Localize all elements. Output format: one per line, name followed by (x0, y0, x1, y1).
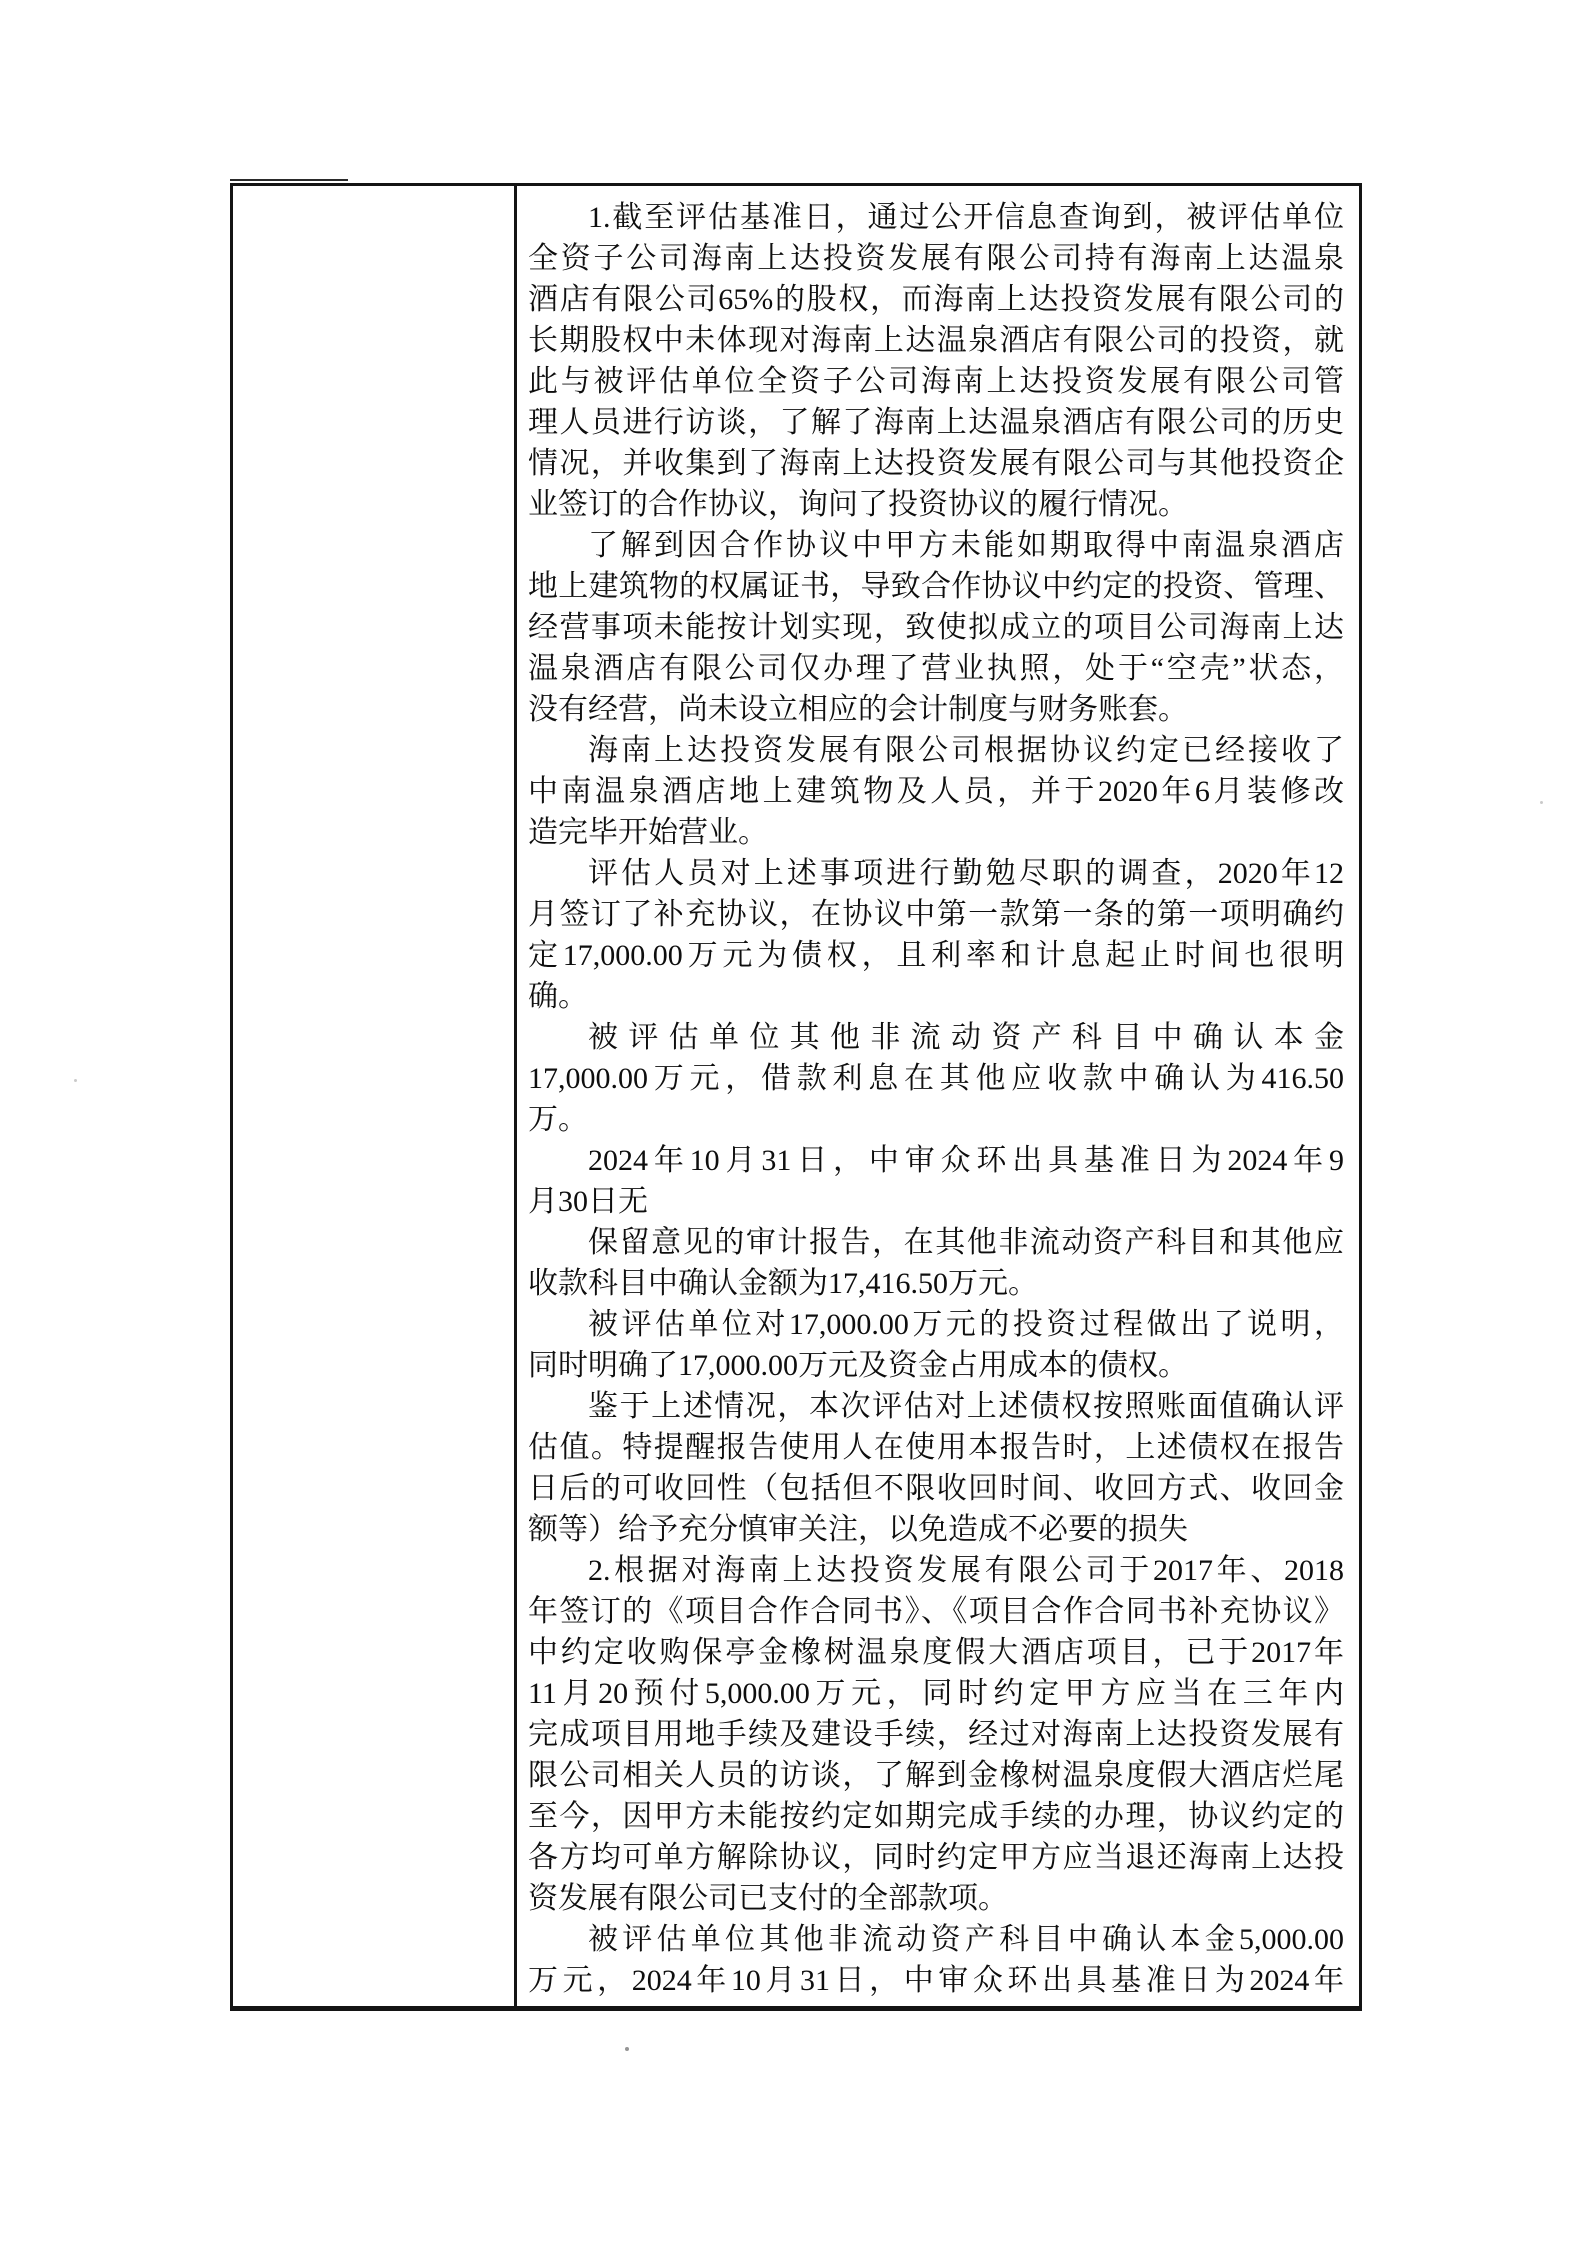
text-line: 业签订的合作协议，询问了投资协议的履行情况。 (528, 488, 1188, 521)
text-line: 估值。特提醒报告使用人在使用本报告时，上述债权在报告 (528, 1431, 1344, 1464)
text-line: 了解到因合作协议中甲方未能如期取得中南温泉酒店 (588, 529, 1344, 562)
text-line: 收款科目中确认金额为17,416.50万元。 (528, 1267, 1038, 1300)
text-line: 海南上达投资发展有限公司根据协议约定已经接收了 (588, 734, 1344, 767)
text-line: 确。 (528, 980, 588, 1013)
text-line: 资发展有限公司已支付的全部款项。 (528, 1882, 1008, 1915)
text-line: 17,000.00万元，借款利息在其他应收款中确认为416.50 (528, 1062, 1344, 1095)
table-label-cell (233, 186, 517, 2006)
text-line: 经营事项未能按计划实现，致使拟成立的项目公司海南上达 (528, 611, 1344, 644)
text-line: 11月20预付5,000.00万元，同时约定甲方应当在三年内 (528, 1677, 1344, 1710)
text-line: 此与被评估单位全资子公司海南上达投资发展有限公司管 (528, 365, 1344, 398)
text-line: 长期股权中未体现对海南上达温泉酒店有限公司的投资，就 (528, 324, 1344, 357)
text-line: 日后的可收回性（包括但不限收回时间、收回方式、收回金 (528, 1472, 1344, 1505)
text-line: 1.截至评估基准日，通过公开信息查询到，被评估单位 (588, 201, 1344, 234)
appraisal-table (230, 183, 1362, 2011)
text-line: 至今，因甲方未能按约定如期完成手续的办理，协议约定的 (528, 1800, 1344, 1833)
text-line: 温泉酒店有限公司仅办理了营业执照，处于“空壳”状态， (528, 652, 1344, 685)
text-line: 限公司相关人员的访谈，了解到金橡树温泉度假大酒店烂尾 (528, 1759, 1344, 1792)
text-line: 万元，2024年10月31日，中审众环出具基准日为2024年 (528, 1964, 1344, 1997)
text-line: 月30日无 (528, 1185, 648, 1218)
text-line: 2024年10月31日，中审众环出具基准日为2024年9 (588, 1144, 1344, 1177)
text-line: 没有经营，尚未设立相应的会计制度与财务账套。 (528, 693, 1188, 726)
text-line: 2.根据对海南上达投资发展有限公司于2017年、2018 (588, 1554, 1344, 1587)
text-line: 情况，并收集到了海南上达投资发展有限公司与其他投资企 (528, 447, 1344, 480)
text-line: 理人员进行访谈，了解了海南上达温泉酒店有限公司的历史 (528, 406, 1344, 439)
text-line: 额等）给予充分慎审关注，以免造成不必要的损失 (528, 1513, 1188, 1546)
text-line: 万。 (528, 1103, 588, 1136)
text-line: 鉴于上述情况，本次评估对上述债权按照账面值确认评 (588, 1390, 1344, 1423)
text-line: 各方均可单方解除协议，同时约定甲方应当退还海南上达投 (528, 1841, 1344, 1874)
text-line: 完成项目用地手续及建设手续，经过对海南上达投资发展有 (528, 1718, 1344, 1751)
text-line: 年签订的《项目合作合同书》、《项目合作合同书补充协议》 (528, 1595, 1344, 1628)
scan-artifact-line (230, 179, 348, 181)
text-line: 中南温泉酒店地上建筑物及人员，并于2020年6月装修改 (528, 775, 1344, 808)
text-line: 月签订了补充协议，在协议中第一款第一条的第一项明确约 (528, 898, 1344, 931)
scan-speck (74, 1079, 77, 1082)
text-line: 被评估单位其他非流动资产科目中确认本金5,000.00 (588, 1923, 1344, 1956)
scan-speck (1540, 801, 1543, 804)
text-line: 酒店有限公司65%的股权，而海南上达投资发展有限公司的 (528, 283, 1344, 316)
text-line: 全资子公司海南上达投资发展有限公司持有海南上达温泉 (528, 242, 1344, 275)
text-line: 地上建筑物的权属证书，导致合作协议中约定的投资、管理、 (528, 570, 1344, 603)
scan-speck (625, 2047, 629, 2051)
text-line: 造完毕开始营业。 (528, 816, 768, 849)
text-line: 同时明确了17,000.00万元及资金占用成本的债权。 (528, 1349, 1188, 1382)
text-line: 定17,000.00万元为债权，且利率和计息起止时间也很明 (528, 939, 1344, 972)
text-line: 中约定收购保亭金橡树温泉度假大酒店项目，已于2017年 (528, 1636, 1344, 1669)
text-line: 保留意见的审计报告，在其他非流动资产科目和其他应 (588, 1226, 1344, 1259)
text-line: 被评估单位其他非流动资产科目中确认本金 (588, 1021, 1344, 1054)
text-line: 评估人员对上述事项进行勤勉尽职的调查，2020年12 (588, 857, 1344, 890)
text-line: 被评估单位对17,000.00万元的投资过程做出了说明， (588, 1308, 1344, 1341)
table-content-cell (517, 186, 1359, 2006)
